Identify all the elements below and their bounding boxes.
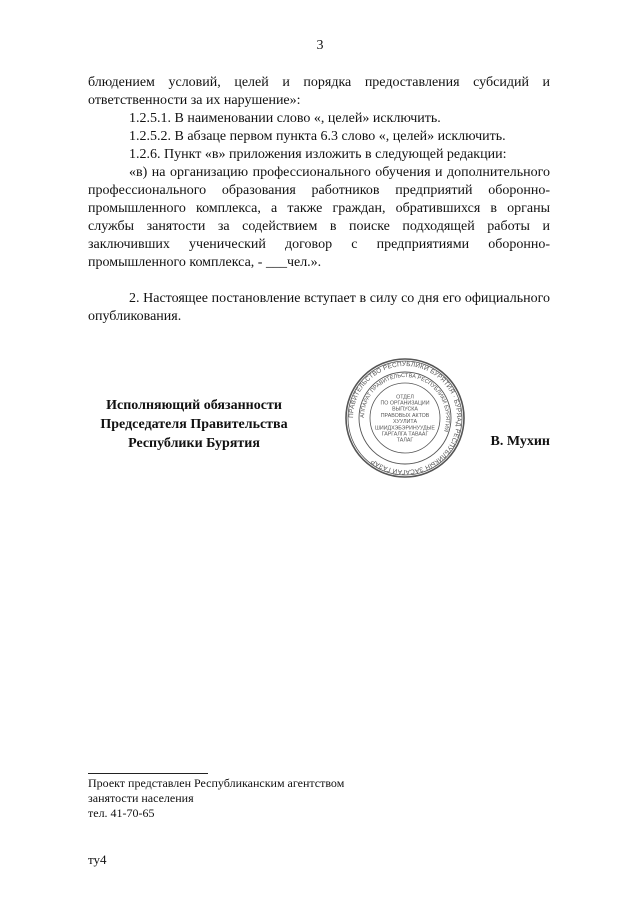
official-seal (344, 357, 466, 479)
svg-text:ВЫПУСКА: ВЫПУСКА (392, 406, 418, 413)
paragraph: 1.2.6. Пункт «в» приложения изложить в следующей редакции: (129, 147, 507, 162)
signatory-title-line: Исполняющий обязанности (106, 398, 282, 413)
signatory-title-line: Председателя Правительства (100, 417, 288, 432)
signature-block (88, 396, 550, 456)
footer-line: тел. 41-70-65 (88, 806, 155, 820)
paragraph: 1.2.5.2. В абзаце первом пункта 6.3 слово «, целей» исключить. (129, 129, 506, 144)
footer-line: Проект представлен Республиканским агентством (88, 776, 345, 790)
svg-text:ГАРГАЛГА ТАВААГ: ГАРГАЛГА ТАВААГ (381, 431, 429, 438)
footer-note (88, 776, 344, 821)
paragraph: 2. Настоящее постановление вступает в силу со дня его официального опубликования. (88, 291, 550, 324)
document-code: ту4 (88, 852, 107, 867)
signatory-title-line: Республики Бурятия (128, 436, 260, 451)
svg-text:ОТДЕЛ: ОТДЕЛ (396, 394, 414, 401)
signatory-name: В. Мухин (490, 434, 550, 449)
svg-text:ТАЛАГ: ТАЛАГ (396, 437, 414, 444)
svg-text:ПРАВИТЕЛЬСТВО РЕСПУБЛИКИ БУРЯТ: ПРАВИТЕЛЬСТВО РЕСПУБЛИКИ БУРЯТИЯ · БУРЯАД РЕСПУБЛИКЫН ЗАСАГАЙ ГАЗАР (347, 360, 463, 476)
paragraph: «в) на организацию профессионального обучения и дополнительного профессионального образования работников предприятий оборонно-промышленного комплекса, а также граждан, обратившихся в органы службы занятости за содействием в поиске подходящей работы и заключивших ученический договор с предприятиями оборонно-промышленного комплекса, - ___чел.». (88, 165, 550, 270)
svg-text:ШИИДХЭБЭРИНУУДЫЕ: ШИИДХЭБЭРИНУУДЫЕ (375, 425, 435, 432)
footer-divider (88, 773, 208, 774)
paragraph: блюдением условий, целей и порядка предоставления субсидий и ответственности за их нарушение»: (88, 75, 550, 108)
svg-text:ХУУЛИТА: ХУУЛИТА (393, 419, 417, 426)
document-body (88, 74, 550, 326)
footer-line: занятости населения (88, 791, 194, 805)
signatory-title (88, 396, 300, 453)
svg-text:АППАРАТ ПРАВИТЕЛЬСТВА РЕСПУБЛИ: АППАРАТ ПРАВИТЕЛЬСТВА РЕСПУБЛИКИ БУРЯТИЯ (359, 372, 451, 433)
svg-text:ПО ОРГАНИЗАЦИИ: ПО ОРГАНИЗАЦИИ (380, 400, 430, 407)
page-number: 3 (316, 38, 324, 53)
paragraph: 1.2.5.1. В наименовании слово «, целей» исключить. (129, 111, 441, 126)
svg-text:ПРАВОВЫХ АКТОВ: ПРАВОВЫХ АКТОВ (380, 412, 430, 419)
